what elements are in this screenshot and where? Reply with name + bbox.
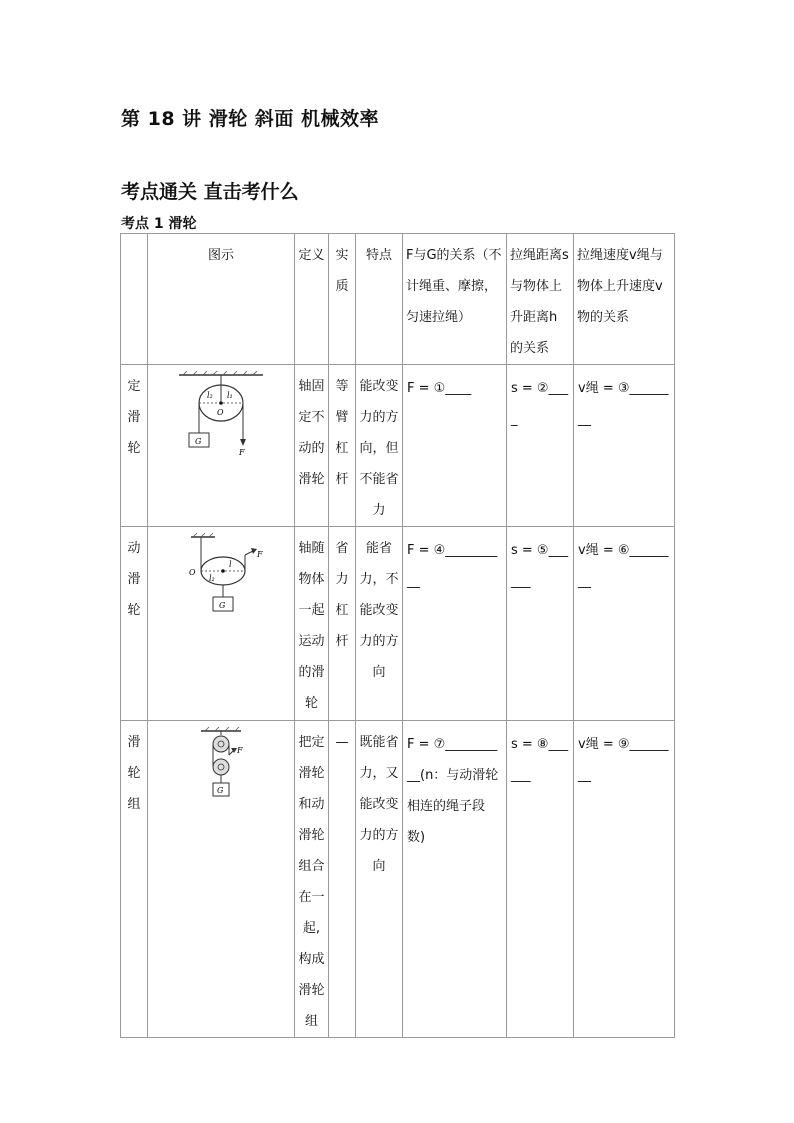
movable-s-h: s = ⑤______ [507,527,574,721]
block-v: v绳 = ⑨________ [574,721,675,1038]
header-feature: 特点 [356,234,403,365]
fixed-v: v绳 = ③________ [574,365,675,527]
fixed-pulley-diagram [171,371,271,459]
fixed-essence: 等臂杠杆 [329,365,356,527]
row-label-fixed-pulley: 定 滑 轮 [121,365,148,527]
movable-label-o: O [189,568,196,577]
header-s-h: 拉绳距离s与物体上升距离h的关系 [507,234,574,365]
header-figure: 图示 [148,234,295,365]
movable-feature: 能省力，不能改变力的方向 [356,527,403,721]
block-essence: — [329,721,356,1038]
table-row [121,527,675,721]
header-f-g: F与G的关系（不计绳重、摩擦，匀速拉绳） [403,234,507,365]
movable-pulley-diagram [171,533,271,617]
header-essence: 实质 [329,234,356,365]
row-label-pulley-block: 滑 轮 组 [121,721,148,1038]
movable-pulley-figure [148,527,295,721]
movable-label-f: F [257,550,263,559]
block-feature: 既能省力，又能改变力的方向 [356,721,403,1038]
movable-essence: 省力杠杆 [329,527,356,721]
movable-definition: 轴随物体一起运动的滑轮 [295,527,329,721]
table-row [121,365,675,527]
fixed-label-g: G [195,437,202,446]
subsection-heading: 考点 1 滑轮 [121,216,197,232]
fixed-definition: 轴固定不动的滑轮 [295,365,329,527]
movable-label-l: l [229,560,232,569]
pulley-block-figure [148,721,295,1038]
block-f-g: F = ⑦__________(n：与动滑轮相连的绳子段数) [403,721,507,1038]
fixed-label-o: O [217,408,224,417]
fixed-label-l1: l₁ [227,391,233,400]
fixed-label-f: F [239,448,245,457]
block-label-g: G [217,786,224,795]
fixed-f-g: F = ①____ [403,365,507,527]
table-header-row [121,234,675,365]
fixed-label-l2: l₂ [207,391,213,400]
row-label-movable-pulley: 动 滑 轮 [121,527,148,721]
header-v: 拉绳速度v绳与物体上升速度v物的关系 [574,234,675,365]
fixed-feature: 能改变力的方向，但不能省力 [356,365,403,527]
block-label-f: F [237,746,243,755]
movable-label-g: G [219,601,226,610]
table-row [121,721,675,1038]
movable-f-g: F = ④__________ [403,527,507,721]
fixed-pulley-figure [148,365,295,527]
fixed-s-h: s = ②____ [507,365,574,527]
header-definition: 定义 [295,234,329,365]
section-heading: 考点通关 直击考什么 [121,181,299,203]
pulley-table [120,233,675,1038]
header-empty [121,234,148,365]
block-s-h: s = ⑧______ [507,721,574,1038]
block-definition: 把定滑轮和动滑轮组合在一起,构成滑轮组 [295,721,329,1038]
movable-v: v绳 = ⑥________ [574,527,675,721]
pulley-block-diagram [171,727,271,803]
page-title: 第 18 讲 滑轮 斜面 机械效率 [121,108,380,130]
movable-label-l2: l₂ [209,574,215,583]
